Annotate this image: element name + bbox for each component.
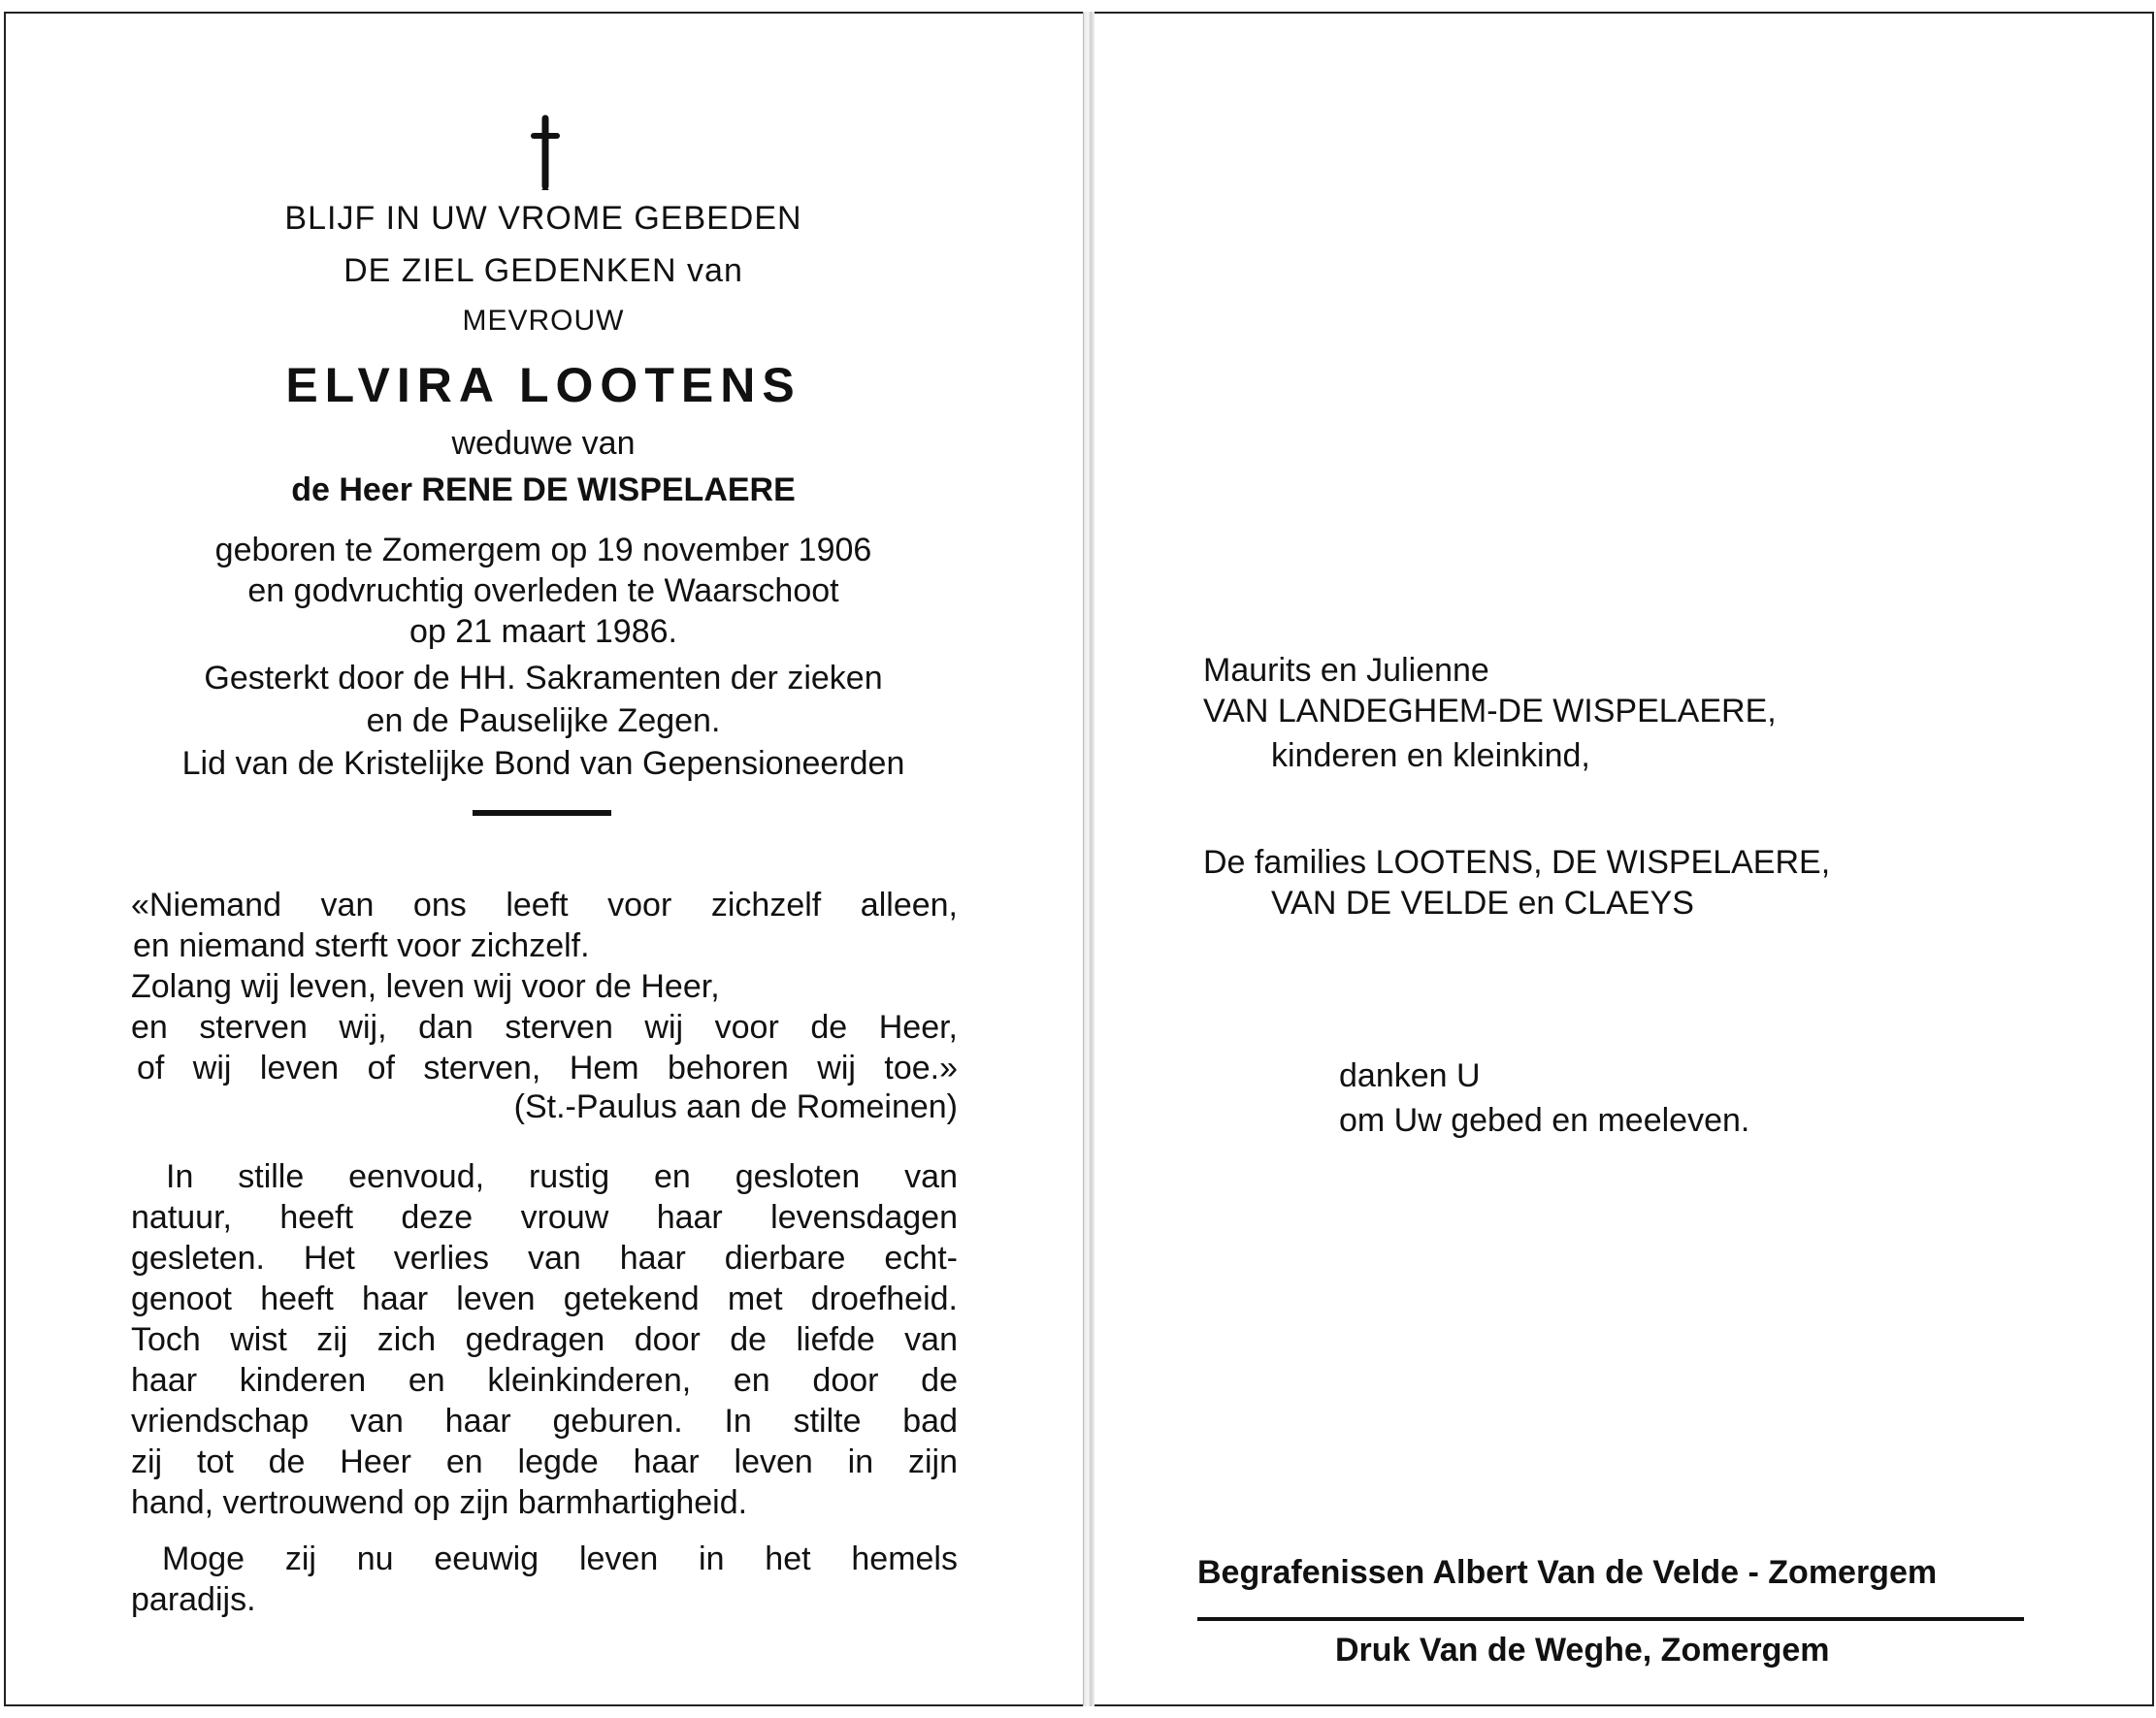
death-line: en godvruchtig overleden te Waarschoot xyxy=(247,572,839,609)
paragraph-line: zij tot de Heer en legde haar leven in zijn xyxy=(131,1443,958,1480)
paragraph-line: genoot heeft haar leven getekend met droefheid. xyxy=(131,1280,958,1317)
scripture-quote xyxy=(131,885,958,1088)
cross-icon xyxy=(526,114,565,192)
families-line-1: De families LOOTENS, DE WISPELAERE, xyxy=(1203,844,1831,881)
quote-line: en sterven wij, dan sterven wij voor de Heer, xyxy=(131,1009,958,1046)
paragraph-line: vriendschap van haar geburen. In stilte bad xyxy=(131,1403,958,1440)
intro-line-3: MEVROUW xyxy=(462,305,625,337)
thanks-line-1: danken U xyxy=(1339,1057,1481,1094)
membership-line: Lid van de Kristelijke Bond van Gepensioneerden xyxy=(181,745,905,782)
family-relation-line: kinderen en kleinkind, xyxy=(1271,737,1590,774)
closing-line-2: paradijs. xyxy=(131,1581,256,1618)
printer-credit: Druk Van de Weghe, Zomergem xyxy=(1335,1632,1830,1669)
paragraph-line: hand, vertrouwend op zijn barmhartigheid. xyxy=(131,1484,748,1521)
birth-line: geboren te Zomergem op 19 november 1906 xyxy=(214,532,872,568)
quote-line: en niemand sterft voor zichzelf. xyxy=(133,927,590,964)
sacraments-line-2: en de Pauselijke Zegen. xyxy=(366,702,721,739)
spouse-name: de Heer RENE DE WISPELAERE xyxy=(291,471,796,508)
closing-line-1: Moge zij nu eeuwig leven in het hemels xyxy=(162,1540,958,1577)
quote-attribution: (St.-Paulus aan de Romeinen) xyxy=(513,1088,958,1125)
paragraph-line: In stille eenvoud, rustig en gesloten van xyxy=(166,1158,958,1195)
paragraph-line: natuur, heeft deze vrouw haar levensdagen xyxy=(131,1199,958,1236)
sacraments-line-1: Gesterkt door de HH. Sakramenten der zieken xyxy=(204,660,883,697)
quote-line: «Niemand van ons leeft voor zichzelf alleen, xyxy=(131,887,958,924)
quote-line: of wij leven of sterven, Hem behoren wij toe.» xyxy=(137,1050,958,1086)
family-surname-line: VAN LANDEGHEM-DE WISPELAERE, xyxy=(1203,693,1777,729)
deceased-name: ELVIRA LOOTENS xyxy=(285,358,801,412)
divider xyxy=(473,810,611,816)
thanks-line-2: om Uw gebed en meeleven. xyxy=(1339,1102,1750,1139)
widow-label: weduwe van xyxy=(451,425,636,462)
families-line-2: VAN DE VELDE en CLAEYS xyxy=(1271,885,1694,922)
intro-line-2: DE ZIEL GEDENKEN van xyxy=(343,252,743,289)
biography-paragraph xyxy=(131,1156,958,1523)
quote-line: Zolang wij leven, leven wij voor de Heer, xyxy=(131,968,720,1005)
intro-line-1: BLIJF IN UW VROME GEBEDEN xyxy=(284,200,802,237)
paragraph-line: Toch wist zij zich gedragen door de liefde van xyxy=(131,1321,958,1358)
undertaker-credit: Begrafenissen Albert Van de Velde - Zomergem xyxy=(1197,1554,1938,1591)
closing-paragraph xyxy=(131,1539,958,1620)
paragraph-line: gesleten. Het verlies van haar dierbare echt- xyxy=(131,1240,958,1277)
death-date-line: op 21 maart 1986. xyxy=(409,613,677,650)
paragraph-line: haar kinderen en kleinkinderen, en door de xyxy=(131,1362,958,1399)
footer-rule xyxy=(1197,1617,2024,1621)
family-names-line: Maurits en Julienne xyxy=(1203,652,1489,689)
